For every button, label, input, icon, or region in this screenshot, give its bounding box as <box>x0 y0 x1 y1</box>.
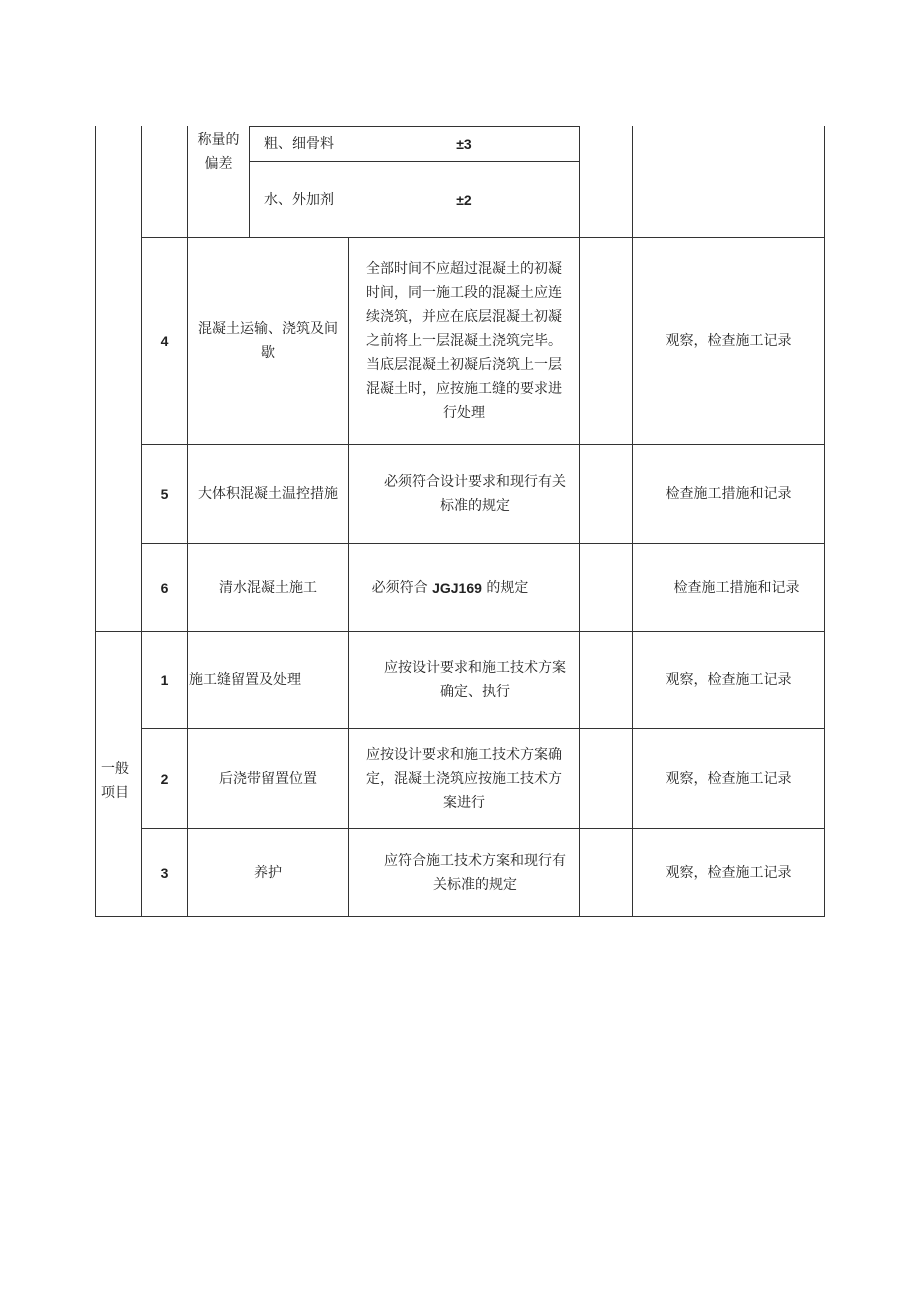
inspection-method: 观察，检查施工记录 <box>665 672 792 688</box>
item-name: 大体积混凝土温控措施 <box>198 486 338 502</box>
item-name: 后浇带留置位置 <box>219 770 317 787</box>
inspection-method: 观察，检查施工记录 <box>665 864 792 881</box>
material-name: 粗、细骨料 <box>264 136 334 152</box>
item-requirement <box>349 544 579 631</box>
item-name: 清水混凝土施工 <box>219 579 317 596</box>
item-requirement: 全部时间不应超过混凝土的初凝 时间，同一施工段的混凝土应连 续浇筑，并应在底层混凝土初凝 之前将上一层混凝土浇筑完毕。 当底层混凝土初凝后浇筑上一层 混凝土时，应按施工缝的要求进 行处理 <box>366 261 562 421</box>
table-line <box>579 126 580 917</box>
item-name: 养护 <box>254 864 282 881</box>
tolerance-value: ±3 <box>456 136 472 152</box>
table-line <box>824 126 825 917</box>
item-number: 3 <box>160 864 169 881</box>
standard-code: JGJ169 <box>432 579 482 596</box>
item-number: 1 <box>160 672 169 688</box>
inspection-method: 观察，检查施工记录 <box>665 770 792 787</box>
item-requirement: 应按设计要求和施工技术方案 确定、执行 <box>384 660 566 700</box>
tolerance-value: ±2 <box>456 191 472 208</box>
item-number: 2 <box>160 770 169 787</box>
item-number: 4 <box>160 333 169 349</box>
general-items-label: 一般 项目 <box>101 761 129 801</box>
item-requirement: 必须符合设计要求和现行有关 标准的规定 <box>384 474 566 514</box>
item-requirement: 应按设计要求和施工技术方案确 定，混凝土浇筑应按施工技术方 案进行 <box>366 746 562 811</box>
requirement-text-pre: 必须符合 <box>371 579 433 596</box>
inspection-method: 检查施工措施和记录 <box>673 579 800 596</box>
table-line <box>95 916 825 917</box>
item-name: 施工缝留置及处理 <box>189 672 301 688</box>
weighing-deviation-label: 称量的 偏差 <box>197 132 240 172</box>
item-number: 5 <box>160 486 169 502</box>
inspection-method: 检查施工措施和记录 <box>665 486 792 502</box>
inspection-method: 观察，检查施工记录 <box>665 333 792 349</box>
item-requirement: 应符合施工技术方案和现行有 关标准的规定 <box>384 852 566 893</box>
material-name: 水、外加剂 <box>264 191 334 208</box>
item-number: 6 <box>160 579 169 596</box>
item-name: 混凝土运输、浇筑及间 歇 <box>198 321 338 361</box>
requirement-text-post: 的规定 <box>481 579 529 596</box>
